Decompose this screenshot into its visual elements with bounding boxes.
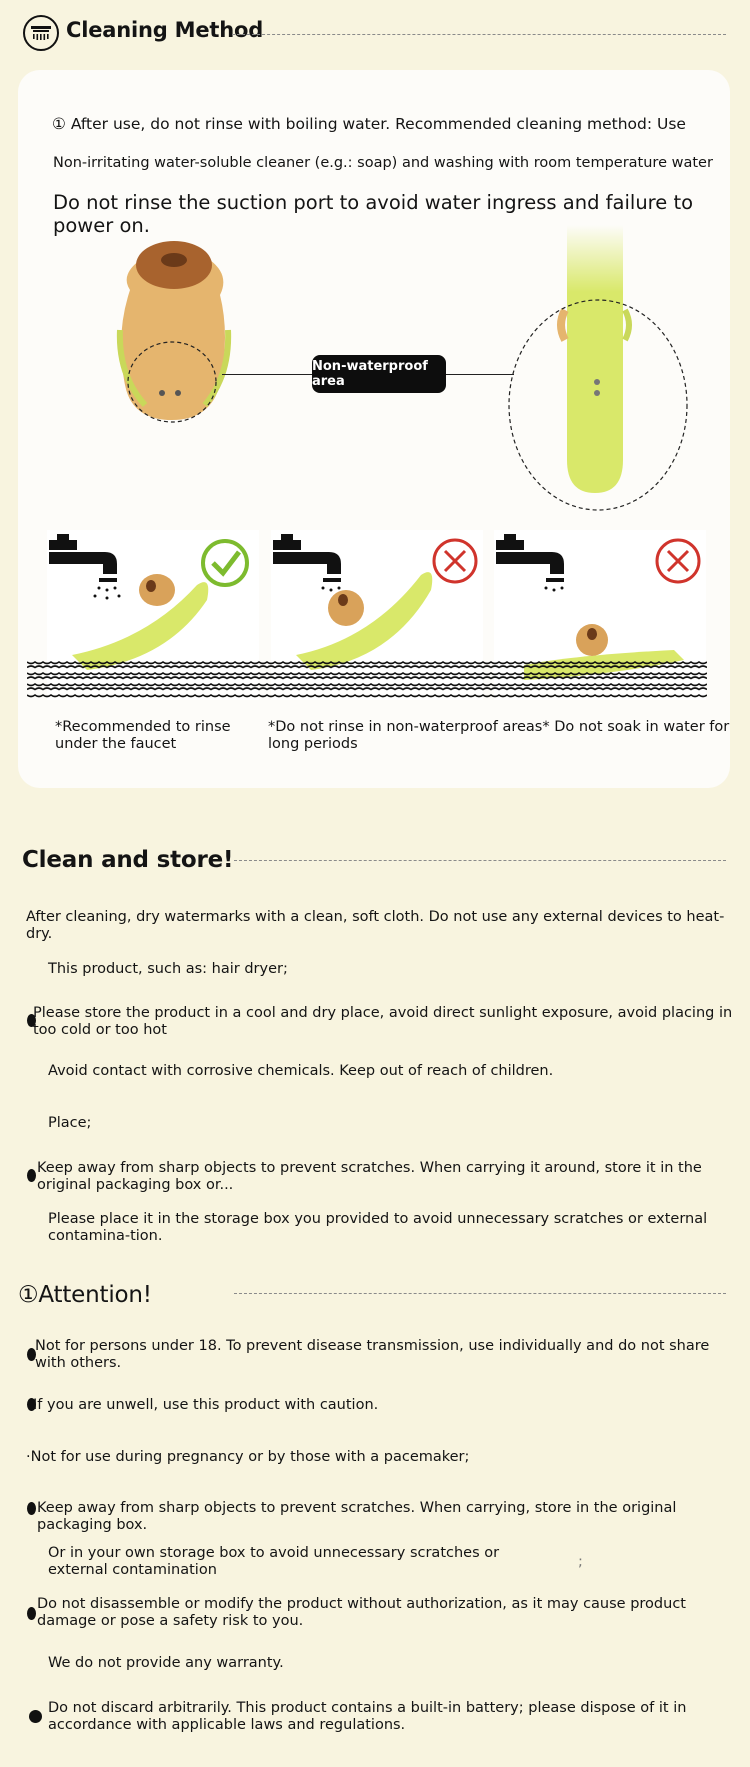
attention-line-1: Not for persons under 18. To prevent disease transmission, use individually and do not share with others.	[35, 1338, 710, 1371]
wave-line	[27, 677, 707, 679]
callout-line-left	[222, 374, 314, 375]
attention-line-5: Or in your own storage box to avoid unnecessary scratches or external contamination	[48, 1545, 500, 1578]
attention-line-6: Do not disassemble or modify the product without authorization, as it may cause product damage or pose a safety risk to you.	[37, 1596, 686, 1629]
bullet	[27, 1607, 36, 1620]
cleaning-warning: Do not rinse the suction port to avoid water ingress and failure to power on.	[53, 191, 694, 237]
attention-line-3: ·Not for use during pregnancy or by those with a pacemaker;	[26, 1449, 470, 1465]
cleaning-instruction-1: ① After use, do not rinse with boiling water. Recommended cleaning method: Use	[52, 115, 686, 133]
wave-line	[27, 688, 707, 690]
store-line-2: This product, such as: hair dryer;	[48, 961, 288, 977]
wave-line	[27, 662, 707, 664]
attention-title: ①Attention!	[18, 1282, 152, 1308]
cleaning-instruction-2: Non-irritating water-soluble cleaner (e.g.: soap) and washing with room temperature water	[53, 155, 713, 171]
wave-line	[27, 695, 707, 697]
store-line-6: Keep away from sharp objects to prevent scratches. When carrying it around, store it in the original packaging box or...	[37, 1160, 702, 1193]
cleaning-method-title: Cleaning Method	[66, 18, 264, 42]
callout-line-right	[446, 374, 514, 375]
cleaning-header-icon	[22, 14, 60, 52]
product-side-illustration	[505, 225, 695, 520]
attention-divider	[234, 1293, 726, 1294]
attention-line-7: We do not provide any warranty.	[48, 1655, 284, 1671]
store-line-3: Please store the product in a cool and dry place, avoid direct sunlight exposure, avoid placing in too cold or too hot	[33, 1005, 733, 1038]
store-line-7: Please place it in the storage box you provided to avoid unnecessary scratches or external contamina-tion.	[48, 1211, 708, 1244]
clean-store-divider	[234, 860, 726, 861]
store-line-4: Avoid contact with corrosive chemicals. Keep out of reach of children.	[48, 1063, 554, 1079]
clean-store-title: Clean and store!	[22, 847, 234, 873]
wave-line	[27, 673, 707, 675]
wave-line	[27, 666, 707, 668]
bullet	[27, 1502, 36, 1515]
bullet	[27, 1169, 36, 1182]
caption-do-not-rinse: *Do not rinse in non-waterproof areas* Do not soak in water for long periods	[268, 719, 730, 752]
non-waterproof-label: Non-waterproof area	[312, 355, 446, 393]
bullet	[29, 1710, 42, 1723]
attention-line-2: If you are unwell, use this product with caution.	[33, 1397, 379, 1413]
attention-line-8: Do not discard arbitrarily. This product contains a built-in battery; please dispose of it in accordance with applicable laws and regulations.	[48, 1700, 687, 1733]
attention-line-4: Keep away from sharp objects to prevent scratches. When carrying, store in the original packaging box.	[37, 1500, 677, 1533]
store-line-5: Place;	[48, 1115, 92, 1131]
water-waves	[27, 658, 707, 700]
caption-recommended: *Recommended to rinse under the faucet	[55, 719, 231, 752]
attention-line-5-mark: ;	[578, 1554, 583, 1570]
store-line-1: After cleaning, dry watermarks with a clean, soft cloth. Do not use any external devices to heat-dry.	[26, 909, 725, 942]
product-front-illustration	[100, 235, 250, 435]
wave-line	[27, 684, 707, 686]
header-divider	[232, 34, 726, 35]
